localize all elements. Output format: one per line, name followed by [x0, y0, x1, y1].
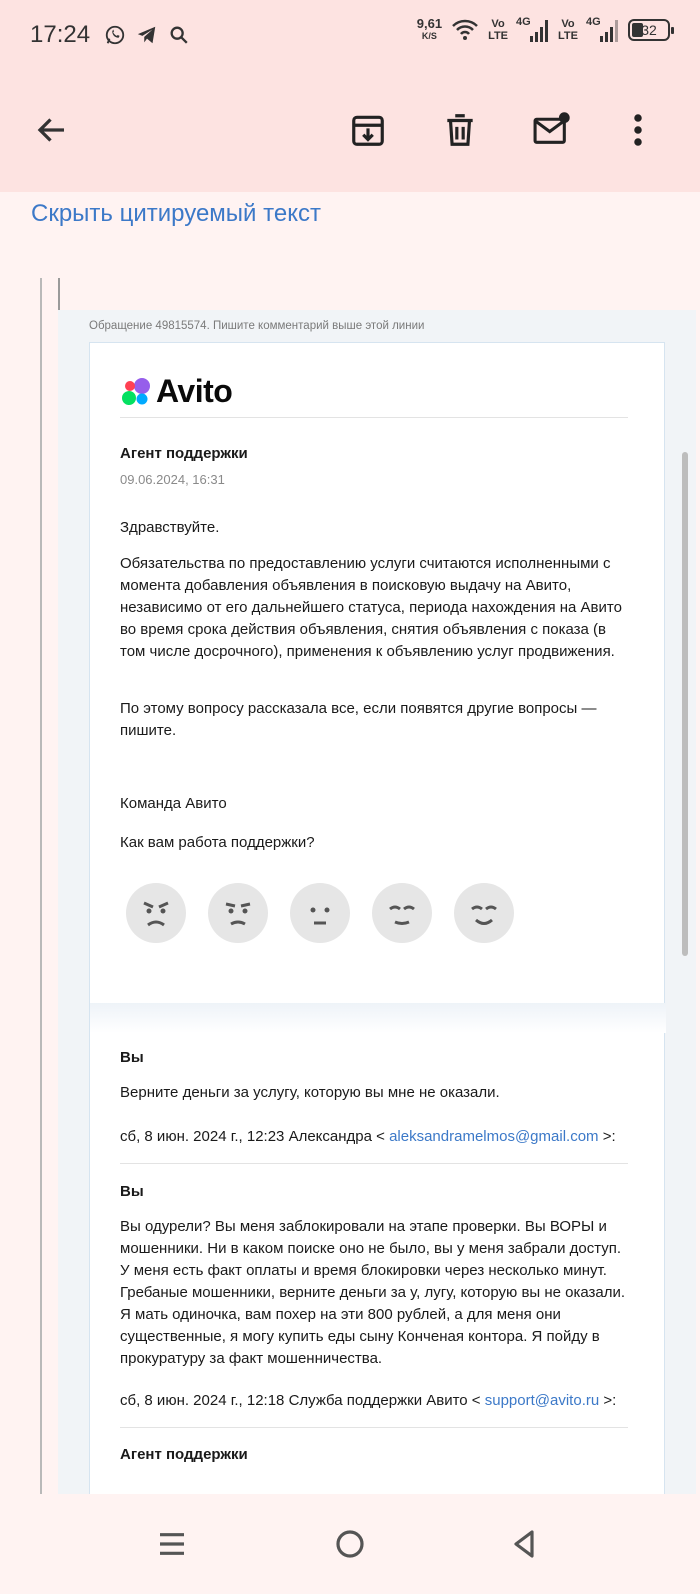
sender-email-link[interactable]: support@avito.ru — [484, 1392, 600, 1409]
very-angry-face-icon[interactable] — [126, 883, 186, 943]
back-arrow-icon — [34, 112, 70, 148]
avito-logo-text: Avito — [156, 373, 233, 409]
more-options-button[interactable] — [614, 106, 662, 154]
back-icon — [508, 1528, 540, 1560]
status-time: 17:24 — [30, 21, 91, 48]
signature: Команда Авито — [120, 795, 227, 812]
message-text: Верните деньги за услугу, которую вы мне не оказали. — [120, 1084, 500, 1101]
greeting: Здравствуйте. — [120, 519, 220, 536]
system-navbar — [0, 1494, 700, 1594]
volte-1-top: Vo — [491, 18, 505, 30]
avito-logo — [120, 373, 232, 410]
volte-2-bottom: LTE — [558, 30, 578, 42]
avito-logo-icon — [120, 376, 152, 408]
search-icon — [168, 24, 190, 46]
quote-header — [120, 1390, 630, 1412]
mark-unread-icon — [532, 111, 572, 149]
ticket-note: Обращение 49815574. Пишите комментарий выше этой линии — [89, 320, 425, 332]
scrollbar[interactable] — [682, 452, 688, 956]
signal-2-icon — [588, 18, 618, 42]
hide-quoted-text-link[interactable]: Скрыть цитируемый текст — [31, 200, 321, 227]
net-speed-unit: K/S — [421, 31, 437, 41]
signal-1-icon — [518, 18, 548, 42]
email-body — [58, 310, 696, 1520]
wifi-icon — [452, 19, 478, 41]
back-nav-button[interactable] — [504, 1524, 544, 1564]
archive-icon — [349, 111, 387, 149]
message-author: Вы — [120, 1183, 144, 1200]
smiling-face-icon[interactable] — [454, 883, 514, 943]
rating-question: Как вам работа поддержки? — [120, 834, 315, 851]
net-speed-value: 9,61 — [416, 16, 443, 31]
agent-date: 09.06.2024, 16:31 — [120, 472, 225, 487]
divider — [120, 1163, 628, 1164]
back-button[interactable] — [28, 106, 76, 154]
angry-face-icon[interactable] — [208, 883, 268, 943]
quote-header — [120, 1126, 630, 1148]
message-author: Агент поддержки — [120, 1446, 248, 1463]
delete-button[interactable] — [436, 106, 484, 154]
more-vert-icon — [626, 112, 650, 148]
menu-icon — [156, 1528, 188, 1560]
home-button[interactable] — [330, 1524, 370, 1564]
message-author: Вы — [120, 1049, 144, 1066]
paragraph-2: По этому вопросу рассказала все, если появятся другие вопросы — пишите. — [120, 700, 597, 739]
email-toolbar — [0, 70, 700, 192]
net-speed — [417, 18, 442, 42]
quote-header-suffix: >: — [603, 1392, 617, 1409]
volte-2 — [558, 18, 578, 42]
signal-2-label: 4G — [586, 16, 601, 28]
volte-1 — [488, 18, 508, 42]
home-icon — [334, 1528, 366, 1560]
battery-percent: 32 — [641, 22, 657, 38]
divider — [120, 417, 628, 418]
section-separator — [90, 1003, 666, 1033]
recent-apps-button[interactable] — [152, 1524, 192, 1564]
battery-icon — [628, 19, 670, 41]
volte-1-bottom: LTE — [488, 30, 509, 42]
status-bar — [0, 0, 700, 70]
sender-email-link[interactable]: aleksandramelmos@gmail.com — [389, 1128, 599, 1145]
mark-unread-button[interactable] — [528, 106, 576, 154]
agent-name: Агент поддержки — [120, 445, 248, 462]
neutral-face-icon[interactable] — [290, 883, 350, 943]
quote-header-prefix: сб, 8 июн. 2024 г., 12:23 Александра < — [120, 1128, 385, 1145]
delete-icon — [441, 111, 479, 149]
quote-bar-outer — [40, 278, 42, 1514]
whatsapp-icon — [104, 24, 126, 46]
message-text: Вы одурели? Вы меня заблокировали на этапе проверки. Вы ВОРЫ и мошенники. Ни в каком поиске оно не было, вы у меня забрали доступ. У меня есть факт оплаты и время блокировки через несколько минут. Гребаные мошенники, верните деньги за у, лугу, которую вы не оказали. Я мать одиночка, вам похер на эти 800 рублей, а для меня они существенные, я могу купить еды сыну Конченая контора. Я пойду в прокуратуру за факт мошенничества. — [120, 1218, 626, 1367]
archive-button[interactable] — [344, 106, 392, 154]
rating-row — [126, 883, 514, 943]
signal-1-label: 4G — [516, 16, 531, 28]
slightly-smiling-face-icon[interactable] — [372, 883, 432, 943]
divider — [120, 1427, 628, 1428]
quote-bar-inner — [58, 278, 60, 310]
paragraph-1: Обязательства по предоставлению услуги считаются исполненными с момента добавления объявления в поисковую выдачу на Авито, независимо от его дальнейшего статуса, периода нахождения на Авито во время срока действия объявления, снятия объявления с показа (в том числе досрочного), применения к объявлению услуг продвижения. — [120, 555, 622, 660]
quote-header-suffix: >: — [602, 1128, 616, 1145]
email-card — [89, 342, 665, 1520]
telegram-icon — [136, 24, 158, 46]
quote-header-prefix: сб, 8 июн. 2024 г., 12:18 Служба поддержки Авито < — [120, 1392, 481, 1409]
volte-2-top: Vo — [561, 18, 575, 30]
